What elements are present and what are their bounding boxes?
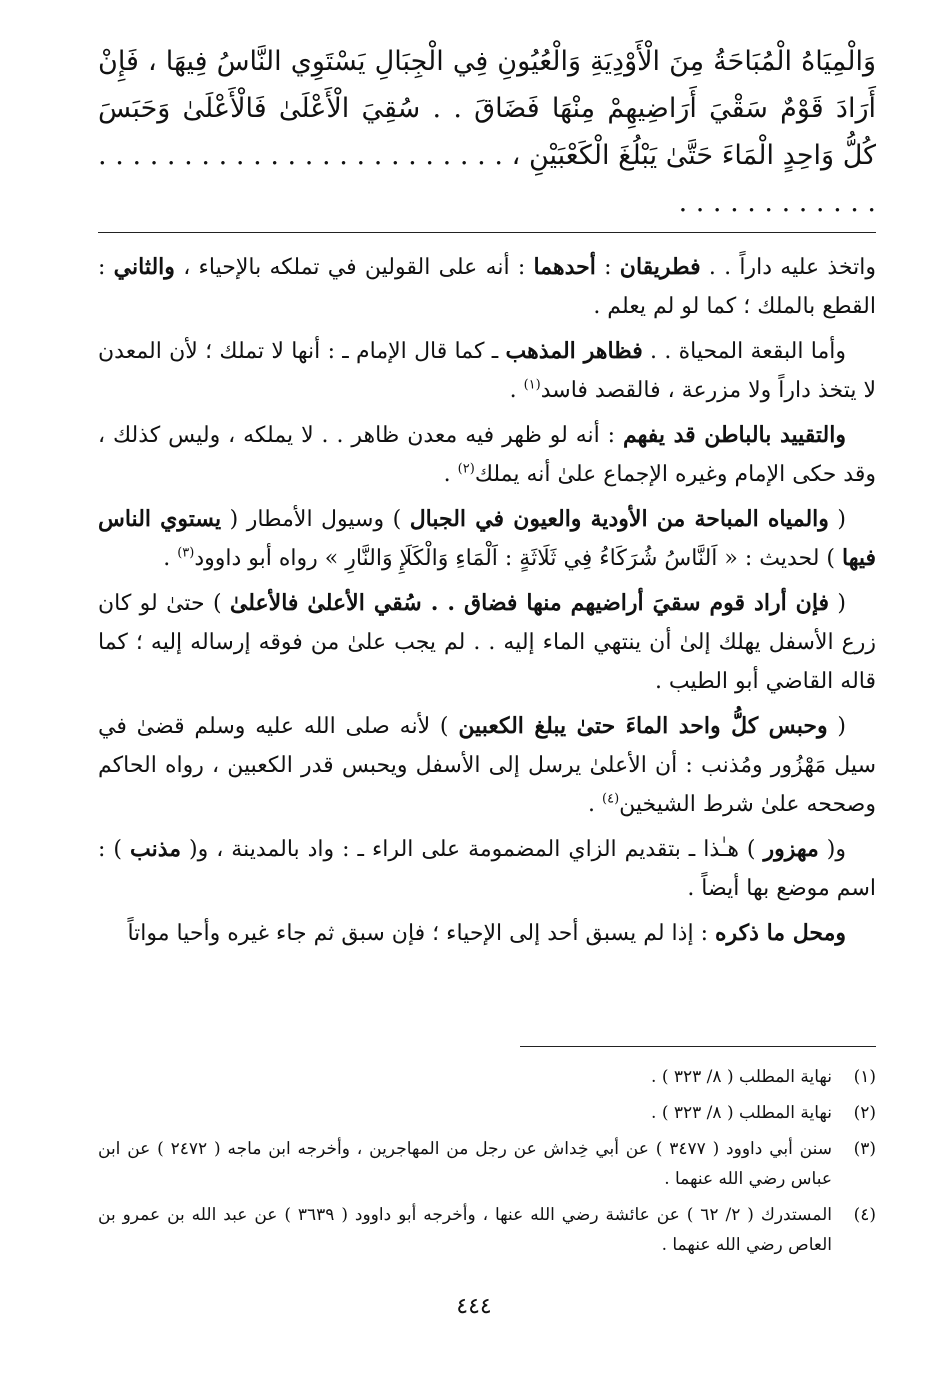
matn-text bbox=[98, 38, 876, 226]
text-run: ( bbox=[829, 591, 846, 616]
text-run: : إذا لم يسبق أحد إلى الإحياء ؛ فإن سبق ثم جاء غيره وأحيا مواتاً bbox=[127, 921, 715, 946]
footnote-ref-3[interactable]: (٣) bbox=[177, 545, 195, 561]
bold-run: وحبس كلُّ واحد الماءَ حتىٰ يبلغ الكعبين bbox=[458, 713, 828, 739]
commentary-paragraph-2 bbox=[98, 332, 876, 410]
footnote-ref-1[interactable]: (١) bbox=[523, 377, 541, 393]
bold-run: والتقييد بالباطن قد يفهم bbox=[623, 422, 846, 448]
commentary-paragraph-8 bbox=[98, 914, 876, 953]
footnote-2 bbox=[98, 1098, 876, 1128]
text-run: ) وسيول الأمطار ( bbox=[221, 507, 410, 532]
commentary-paragraph-5 bbox=[98, 584, 876, 701]
commentary-paragraph-1 bbox=[98, 248, 876, 326]
footnote-text: نهاية المطلب ( ٨/ ٣٢٣ ) . bbox=[651, 1067, 832, 1087]
footnote-text: المستدرك ( ٢/ ٦٢ ) عن عائشة رضي الله عنها ، وأخرجه أبو داوود ( ٣٦٣٩ ) عن عبد الله بن عمرو بن العاص رضي الله عنهما . bbox=[98, 1205, 832, 1255]
text-run: . bbox=[509, 378, 524, 403]
matn-dots: . . . . . . . . . . . . . . . . . . . . . . . . . . . . . . . . . . . . bbox=[98, 140, 876, 218]
page-number: ٤٤٤ bbox=[456, 1294, 492, 1319]
bold-run: فإن أراد قوم سقيَ أراضيهم منها فضاق . . سُقي الأعلىٰ فالأعلىٰ bbox=[229, 590, 830, 616]
bold-run: ومحل ما ذكره bbox=[714, 920, 846, 946]
bold-run: والثاني bbox=[113, 254, 175, 280]
matn-block bbox=[98, 38, 876, 226]
bold-run: أحدهما bbox=[533, 254, 596, 280]
commentary-paragraph-6 bbox=[98, 707, 876, 824]
bold-run: والمياه المباحة من الأودية والعيون في الجبال bbox=[409, 506, 829, 532]
text-run: ( bbox=[828, 507, 847, 532]
bold-run: مهزور bbox=[763, 836, 819, 862]
text-run: ( bbox=[827, 714, 846, 739]
footnote-ref-2[interactable]: (٢) bbox=[457, 461, 475, 477]
footnote-number: (١) bbox=[853, 1067, 876, 1087]
text-run: ) لحديث : « اَلنَّاسُ شُرَكَاءُ فِي ثَلَاثَةٍ : اَلْمَاءِ وَالْكَلَإِ وَالنَّارِ » رواه أبو داوود bbox=[194, 546, 842, 571]
footnote-4 bbox=[98, 1200, 876, 1260]
text-run: وأما البقعة المحياة . . bbox=[650, 339, 846, 364]
commentary-paragraph-3 bbox=[98, 416, 876, 494]
bold-run: فظاهر المذهب bbox=[505, 338, 643, 364]
text-run: ) هـٰذا ـ بتقديم الزاي المضمومة على الراء ـ : واد بالمدينة ، و( bbox=[181, 837, 764, 862]
commentary-paragraph-7 bbox=[98, 830, 876, 908]
text-run: ) لأنه صلى الله عليه وسلم قضىٰ في سيل مَهْزُور ومُذنب : أن الأعلىٰ يرسل إلى الأسفل ويحبس قدر الكعبين ، رواه الحاكم وصححه علىٰ شرط الشيخين bbox=[98, 714, 876, 817]
footnote-number: (٤) bbox=[853, 1205, 876, 1225]
footnote-3 bbox=[98, 1134, 876, 1194]
footnote-1 bbox=[98, 1062, 876, 1092]
footnote-ref-4[interactable]: (٤) bbox=[602, 791, 620, 807]
text-run: ) : اسم موضع بها أيضاً . bbox=[98, 837, 876, 901]
commentary-block bbox=[98, 248, 876, 959]
text-run: ) حتىٰ لو كان زرع الأسفل يهلك إلىٰ أن ينتهي الماء إليه . . لم يجب علىٰ من فوقه إرساله إليه ؛ كما قاله القاضي أبو الطيب . bbox=[98, 591, 876, 694]
text-run: و( bbox=[818, 837, 847, 862]
text-run: . bbox=[588, 792, 603, 817]
bold-run: يستوي الناس فيها bbox=[98, 506, 876, 571]
footnote-text: سنن أبي داوود ( ٣٤٧٧ ) عن أبي خِداش عن رجل من المهاجرين ، وأخرجه ابن ماجه ( ٢٤٧٢ ) عن ابن عباس رضي الله عنهما . bbox=[98, 1139, 832, 1189]
text-run: : أنه لو ظهر فيه معدن ظاهر . . لا يملكه ، وليس كذلك ، وقد حكى الإمام وغيره الإجماع علىٰ أنه يملك bbox=[98, 423, 876, 487]
commentary-paragraph-4 bbox=[98, 500, 876, 578]
footnote-number: (٣) bbox=[853, 1139, 876, 1159]
text-run: . bbox=[443, 462, 458, 487]
bold-run: مذنب bbox=[129, 836, 182, 862]
footnote-text: نهاية المطلب ( ٨/ ٣٢٣ ) . bbox=[651, 1103, 832, 1123]
text-run: واتخذ عليه داراً . . bbox=[708, 255, 876, 280]
matn-verse: وَالْمِيَاهُ الْمُبَاحَةُ مِنَ الْأَوْدِيَةِ وَالْعُيُونِ فِي الْجِبَالِ يَسْتَوِي النَّاسُ فِيهَا ، فَإِنْ أَرَادَ قَوْمٌ سَقْيَ أَرَاضِيهِمْ مِنْهَا فَضَاقَ . . سُقِيَ الْأَعْلَىٰ فَالْأَعْلَىٰ وَحَبَسَ كُلُّ وَاحِدٍ الْمَاءَ حَتَّىٰ يَبْلُغَ الْكَعْبَيْنِ ، bbox=[98, 46, 876, 171]
footnote-divider bbox=[520, 1046, 876, 1047]
bold-run: فطريقان bbox=[619, 254, 701, 280]
footnote-number: (٢) bbox=[853, 1103, 876, 1123]
matn-divider bbox=[98, 232, 876, 233]
text-run: : القطع بالملك ؛ كما لو لم يعلم . bbox=[98, 255, 876, 319]
text-run: : أنه على القولين في تملكه بالإحياء ، bbox=[183, 255, 534, 280]
text-run: . bbox=[163, 546, 178, 571]
footnotes-section bbox=[98, 1062, 876, 1266]
text-run: : bbox=[595, 255, 620, 280]
text-run: ـ كما قال الإمام ـ : أنها لا تملك ؛ لأن المعدن لا يتخذ داراً ولا مزرعة ، فالقصد فاسد bbox=[98, 339, 876, 403]
